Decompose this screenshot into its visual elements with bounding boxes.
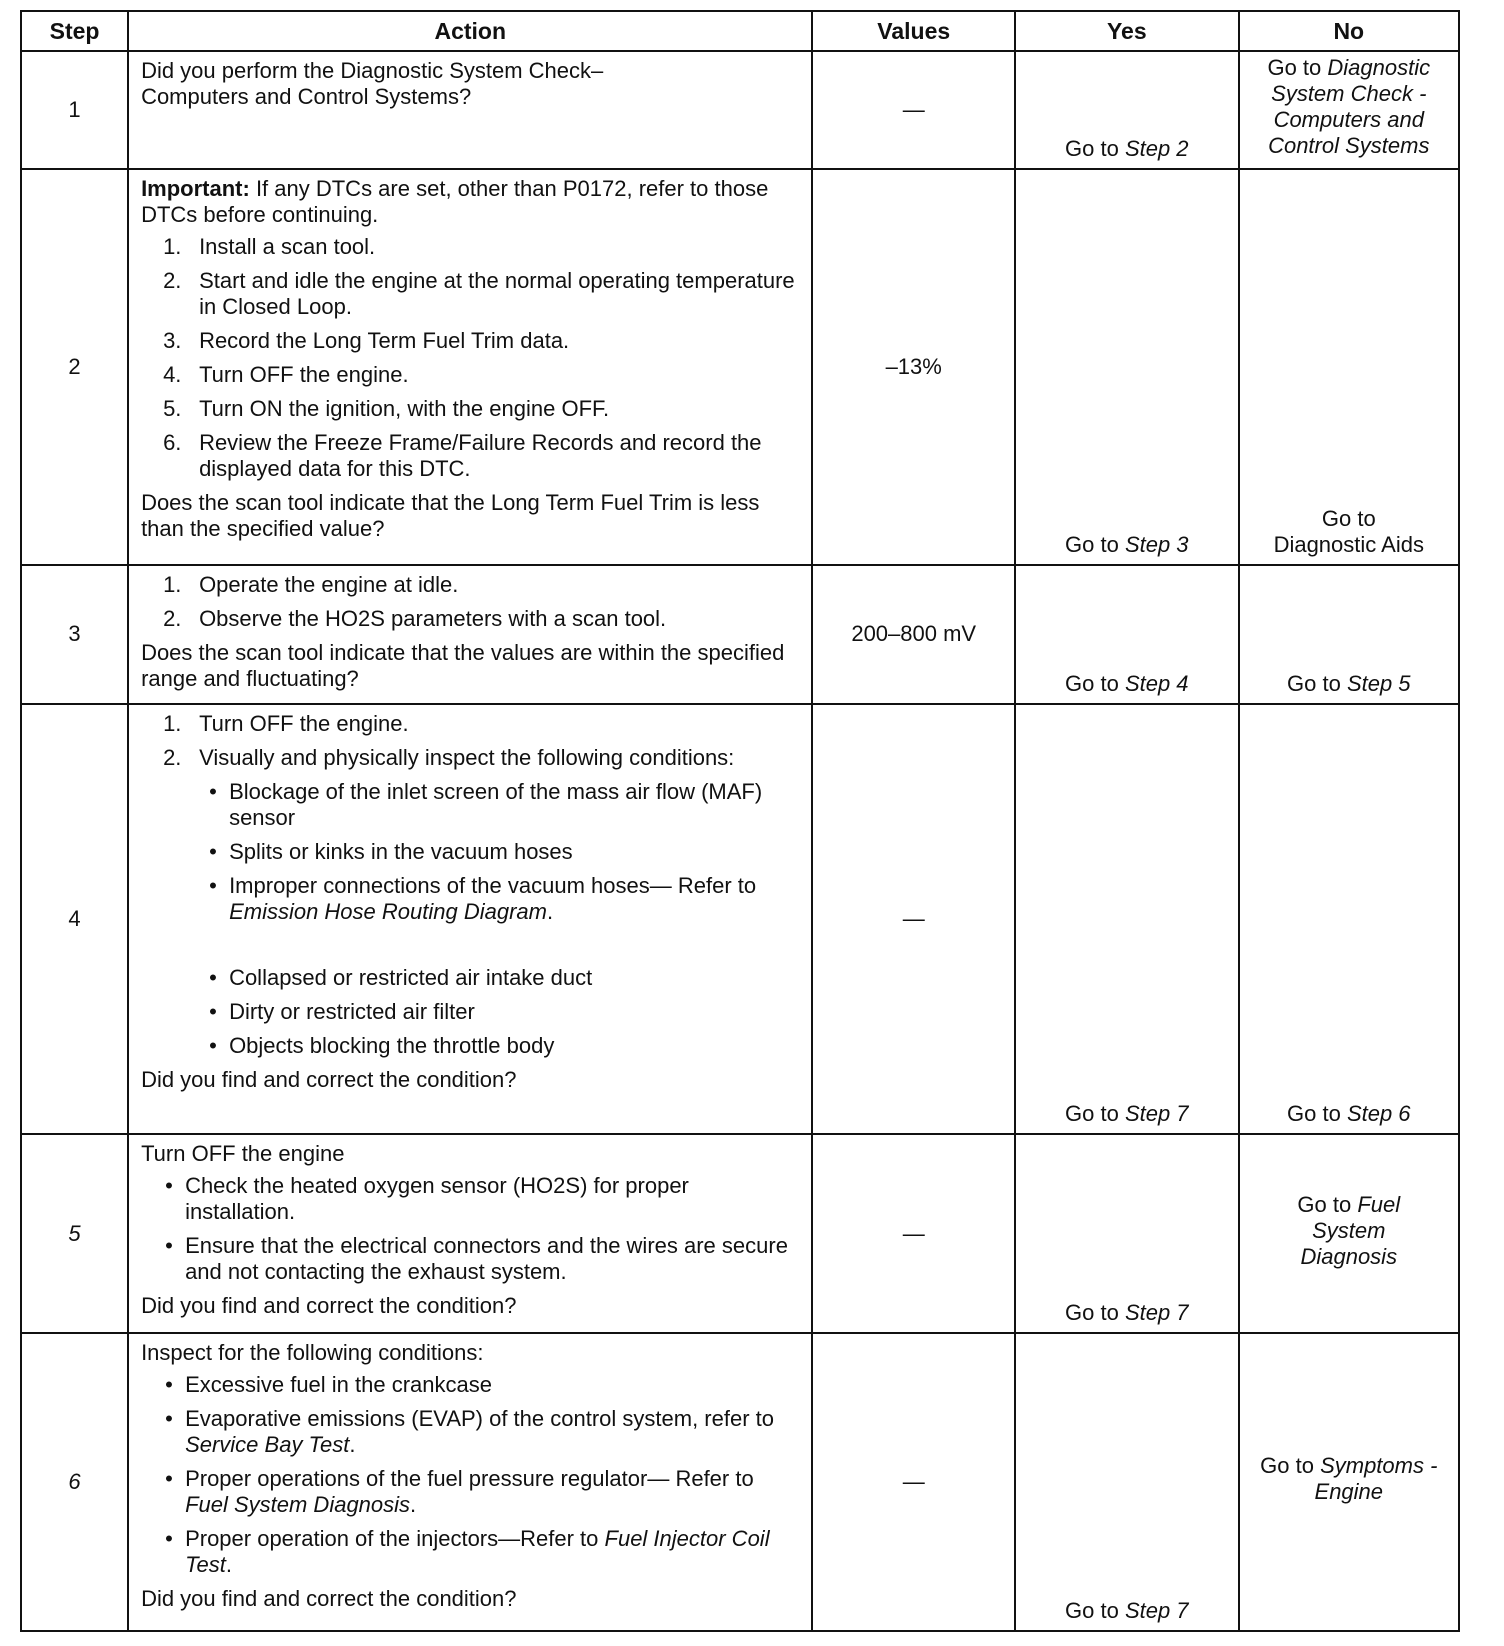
step-number: 6 <box>21 1333 128 1631</box>
no-cell[interactable] <box>1239 1134 1459 1333</box>
no-link[interactable]: Go to Diagnostic Aids <box>1273 506 1424 558</box>
condition-list <box>141 1372 801 1578</box>
yes-prefix: Go to <box>1065 670 1125 696</box>
diagnostic-table <box>20 10 1460 1632</box>
no-prefix: Go to <box>1287 670 1347 696</box>
table-row <box>21 1134 1459 1333</box>
action-question: Did you perform the Diagnostic System Check– Computers and Control Systems? <box>141 57 604 109</box>
important-label: Important: <box>141 176 250 202</box>
yes-link[interactable]: Step 7 <box>1124 1598 1189 1623</box>
value-cell: — <box>812 51 1015 169</box>
list-item: 1. Turn OFF the engine. <box>163 710 409 736</box>
no-prefix: Go to <box>1297 1191 1358 1217</box>
table-row <box>21 51 1459 169</box>
list-item: 3. Record the Long Term Fuel Trim data. <box>163 328 570 354</box>
table-row <box>21 565 1459 703</box>
yes-prefix: Go to <box>1065 1300 1125 1326</box>
procedure-list <box>141 711 801 771</box>
list-item: 2. Observe the HO2S parameters with a scan tool. <box>163 606 667 632</box>
yes-prefix: Go to <box>1065 1101 1125 1127</box>
header-row <box>21 11 1459 51</box>
value-cell: — <box>812 1333 1015 1631</box>
list-item: • Ensure that the electrical connectors and the wires are secure and not contacting the exhaust system. <box>165 1233 788 1285</box>
procedure-list <box>141 234 801 482</box>
list-item: 1. Operate the engine at idle. <box>163 572 459 598</box>
condition-list <box>141 1173 801 1285</box>
header-yes: Yes <box>1015 11 1239 51</box>
no-cell[interactable] <box>1239 51 1459 169</box>
list-item: • Excessive fuel in the crankcase <box>165 1372 492 1398</box>
value-cell: — <box>812 1134 1015 1333</box>
list-item: 2. Start and idle the engine at the normal operating temperature in Closed Loop. <box>163 268 795 320</box>
yes-link[interactable]: Step 4 <box>1124 670 1189 696</box>
no-cell[interactable] <box>1239 704 1459 1135</box>
reference-link[interactable]: Service Bay Test <box>185 1432 350 1458</box>
yes-prefix: Go to <box>1065 1598 1125 1623</box>
action-question: Does the scan tool indicate that the Long Term Fuel Trim is less than the specified value? <box>141 490 760 542</box>
no-link[interactable]: Diagnostic System Check - Computers and Control Systems <box>1268 55 1431 159</box>
no-cell[interactable] <box>1239 1333 1459 1631</box>
condition-list <box>141 779 801 925</box>
no-link[interactable]: Symptoms - Engine <box>1314 1453 1438 1505</box>
reference-link[interactable]: Fuel System Diagnosis <box>185 1492 411 1518</box>
action-question: Did you find and correct the condition? <box>141 1586 517 1612</box>
procedure-list <box>141 572 801 632</box>
action-question: Did you find and correct the condition? <box>141 1066 517 1092</box>
value-cell: –13% <box>812 169 1015 565</box>
list-item: • Improper connections of the vacuum hoses— Refer to Emission Hose Routing Diagram. <box>209 872 757 924</box>
action-cell <box>128 704 812 1135</box>
list-item: • Check the heated oxygen sensor (HO2S) for proper installation. <box>165 1173 689 1225</box>
table-row <box>21 169 1459 565</box>
table-row <box>21 1333 1459 1631</box>
no-link[interactable]: Step 6 <box>1346 1101 1411 1127</box>
step-number: 4 <box>21 704 128 1135</box>
step-number: 5 <box>21 1134 128 1333</box>
condition-list <box>141 965 801 1059</box>
list-item: 1. Install a scan tool. <box>163 234 376 260</box>
reference-link[interactable]: Fuel Injector Coil Test <box>185 1526 770 1578</box>
no-cell[interactable] <box>1239 169 1459 565</box>
yes-link[interactable]: Step 2 <box>1124 136 1189 162</box>
list-item: • Proper operation of the injectors—Refer to Fuel Injector Coil Test. <box>165 1526 770 1578</box>
action-cell <box>128 1134 812 1333</box>
no-prefix: Go to <box>1287 1101 1347 1127</box>
yes-link[interactable]: Step 7 <box>1124 1300 1189 1326</box>
action-cell <box>128 169 812 565</box>
step-number: 1 <box>21 51 128 169</box>
yes-cell[interactable] <box>1015 1134 1239 1333</box>
list-item: • Splits or kinks in the vacuum hoses <box>209 838 573 864</box>
action-lead: Turn OFF the engine <box>141 1141 345 1167</box>
no-cell[interactable] <box>1239 565 1459 703</box>
list-item: • Objects blocking the throttle body <box>209 1032 555 1058</box>
action-cell <box>128 51 812 169</box>
yes-cell[interactable] <box>1015 565 1239 703</box>
yes-link[interactable]: Step 7 <box>1124 1101 1189 1127</box>
value-cell: 200–800 mV <box>812 565 1015 703</box>
header-step: Step <box>21 11 128 51</box>
action-cell <box>128 1333 812 1631</box>
list-item: • Collapsed or restricted air intake duct <box>209 964 593 990</box>
header-no: No <box>1239 11 1459 51</box>
value-cell: — <box>812 704 1015 1135</box>
header-action: Action <box>128 11 812 51</box>
action-question: Does the scan tool indicate that the values are within the specified range and fluctuating? <box>141 640 785 692</box>
no-link[interactable]: Step 5 <box>1346 670 1411 696</box>
list-item: 6. Review the Freeze Frame/Failure Records and record the displayed data for this DTC. <box>163 430 762 482</box>
list-item: • Dirty or restricted air filter <box>209 998 475 1024</box>
reference-link[interactable]: Emission Hose Routing Diagram <box>229 898 547 924</box>
step-number: 2 <box>21 169 128 565</box>
yes-prefix: Go to <box>1065 136 1125 162</box>
important-text: If any DTCs are set, other than P0172, refer to those DTCs before continuing. <box>141 176 769 228</box>
yes-cell[interactable] <box>1015 704 1239 1135</box>
list-item: • Proper operations of the fuel pressure regulator— Refer to Fuel System Diagnosis. <box>165 1466 754 1518</box>
action-question: Did you find and correct the condition? <box>141 1293 517 1319</box>
yes-cell[interactable] <box>1015 51 1239 169</box>
no-prefix: Go to <box>1267 55 1328 81</box>
table-row <box>21 704 1459 1135</box>
yes-cell[interactable] <box>1015 1333 1239 1631</box>
important-note <box>141 176 801 228</box>
no-link[interactable]: Fuel System Diagnosis <box>1300 1191 1401 1269</box>
list-item: • Blockage of the inlet screen of the mass air flow (MAF) sensor <box>209 778 763 830</box>
list-item: 4. Turn OFF the engine. <box>163 362 409 388</box>
list-item: • Evaporative emissions (EVAP) of the control system, refer to Service Bay Test. <box>165 1406 774 1458</box>
yes-link[interactable]: Step 3 <box>1124 532 1189 558</box>
yes-cell[interactable] <box>1015 169 1239 565</box>
action-cell <box>128 565 812 703</box>
action-lead: Inspect for the following conditions: <box>141 1340 484 1366</box>
header-values: Values <box>812 11 1015 51</box>
yes-prefix: Go to <box>1065 532 1125 558</box>
list-item: 5. Turn ON the ignition, with the engine OFF. <box>163 396 610 422</box>
step-number: 3 <box>21 565 128 703</box>
list-item: 2. Visually and physically inspect the following conditions: <box>163 744 735 770</box>
no-prefix: Go to <box>1260 1453 1321 1479</box>
